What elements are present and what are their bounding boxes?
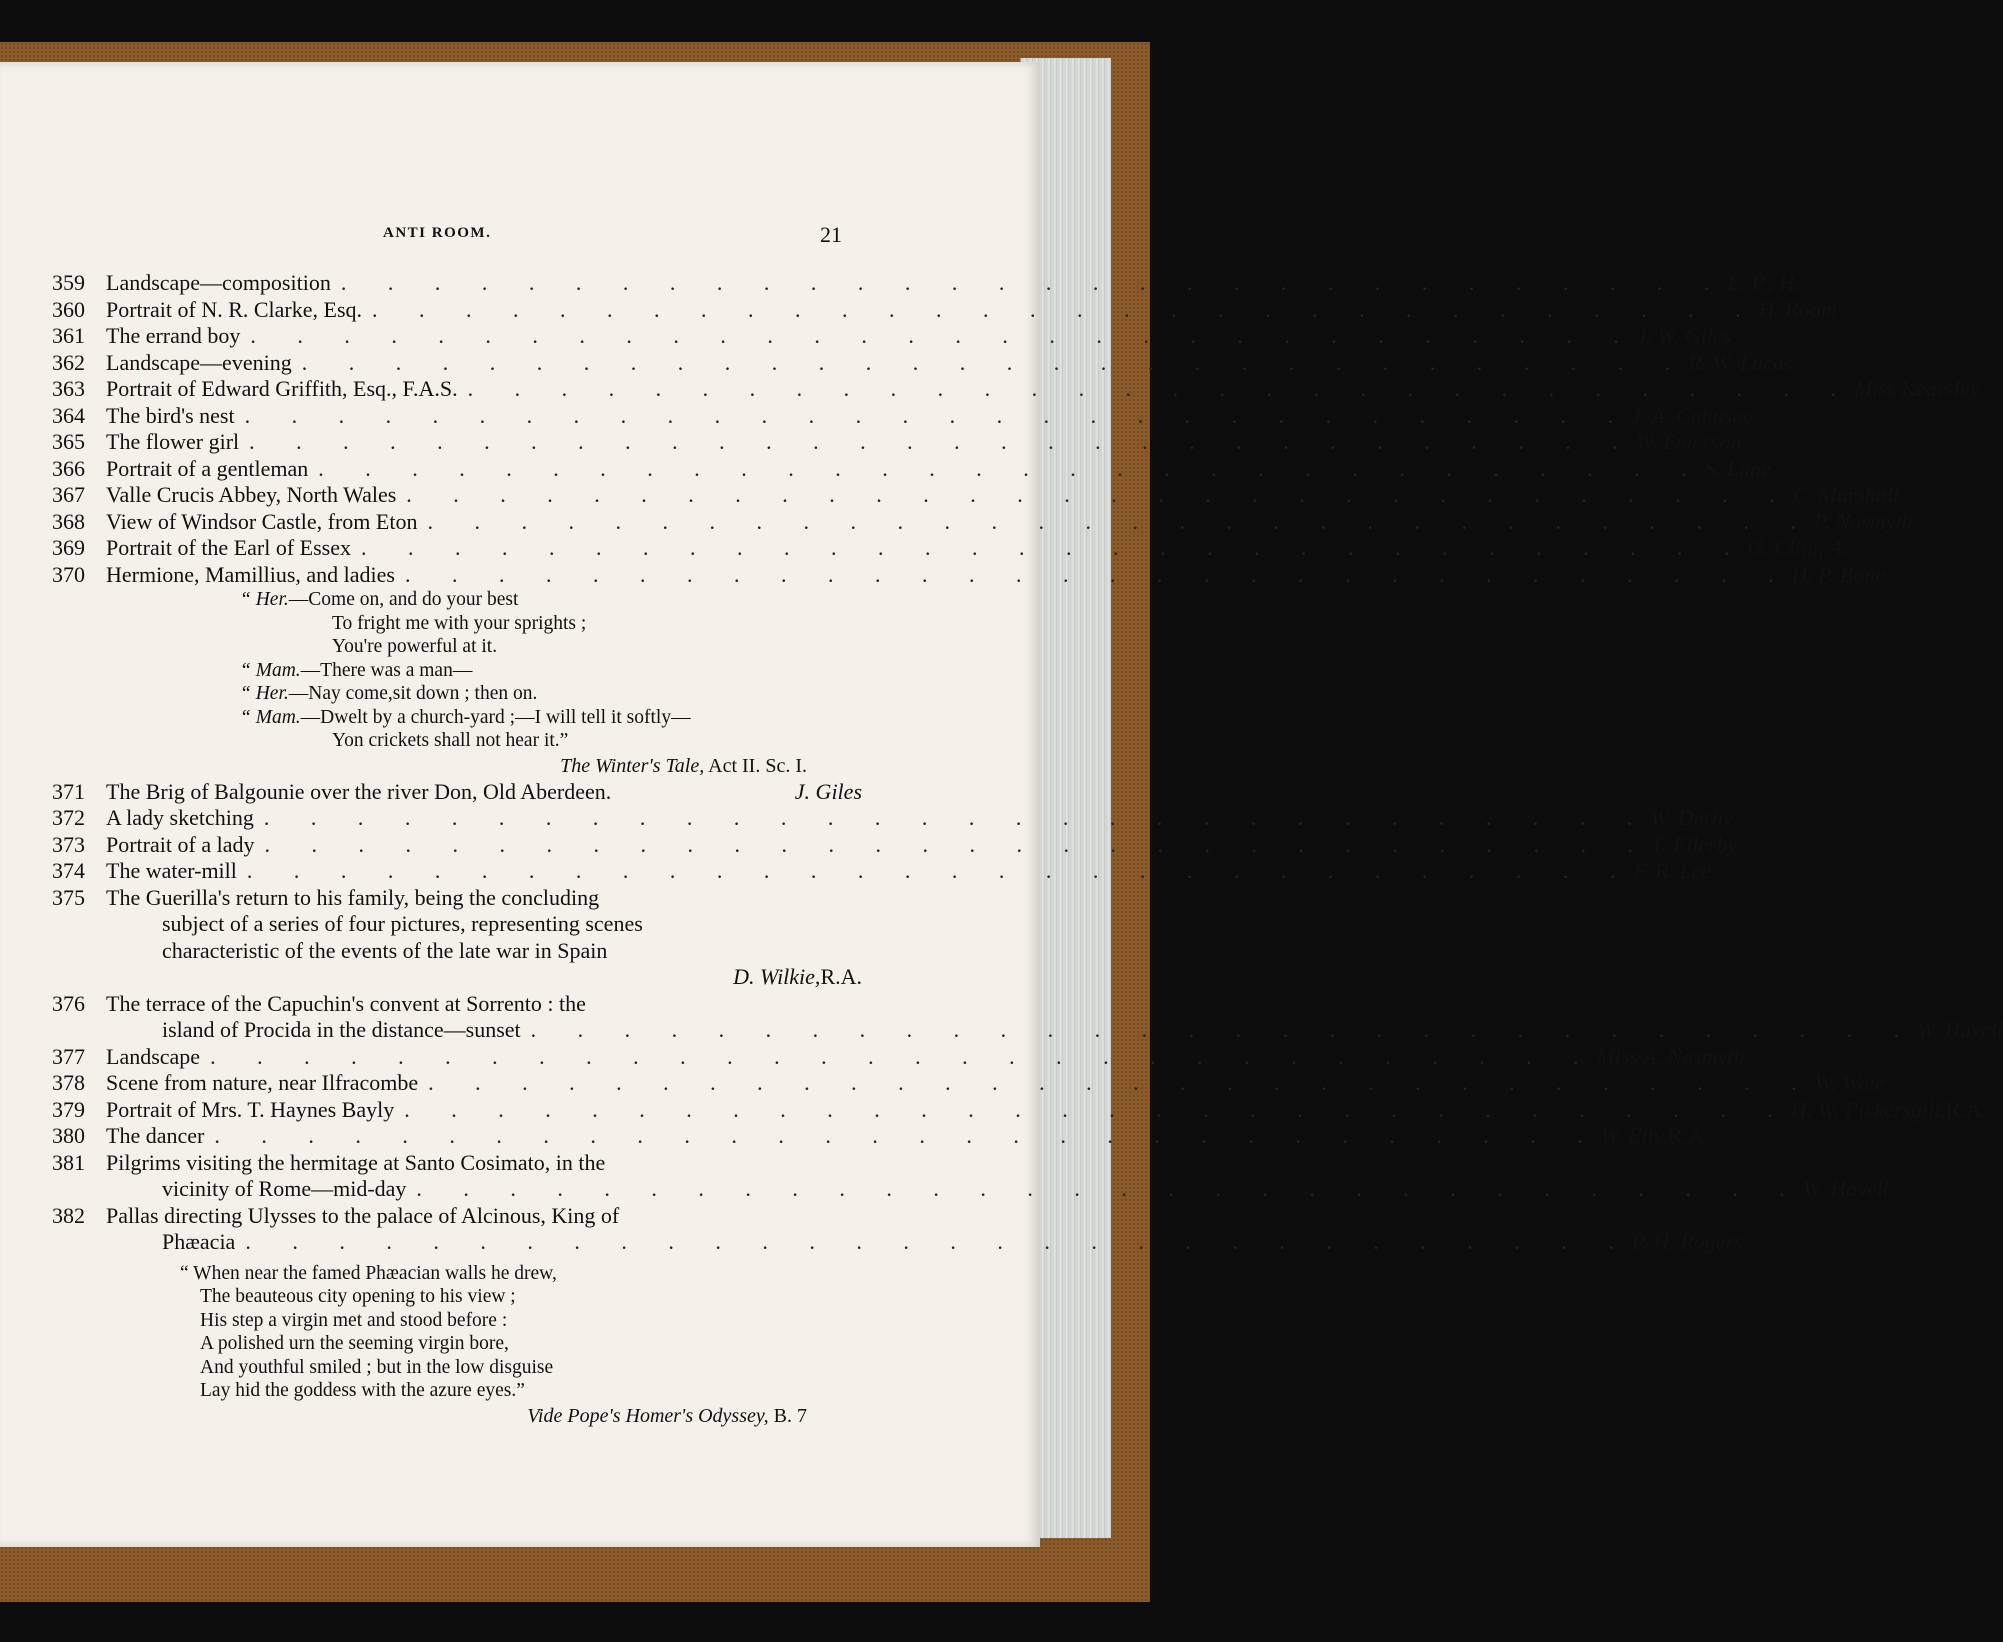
entry-number: 380 — [52, 1123, 85, 1148]
poem-line: A polished urn the seeming virgin bore, — [200, 1333, 509, 1354]
entry-artist: J. Giles — [794, 778, 862, 804]
entry-artist: W. Havell — [1917, 1017, 2003, 1042]
entry-title: Landscape—composition — [106, 270, 331, 295]
entry-artist: Miss Kearsley — [1854, 376, 1980, 401]
catalogue-entry — [52, 296, 1837, 324]
quote-line — [52, 682, 862, 706]
entry-artist: W. Wate — [1814, 1070, 1886, 1095]
entry-artist: F. R. Lee — [1633, 858, 1712, 883]
entry-number: 361 — [52, 323, 85, 348]
quote-line — [52, 659, 862, 683]
entry-continuation — [52, 911, 862, 938]
entry-title: Pallas directing Ulysses to the palace of Alcinous, King of — [106, 1202, 620, 1228]
entry-title: A lady sketching — [106, 805, 254, 830]
entry-title: The Guerilla's return to his family, being the concluding — [106, 884, 600, 910]
artist-suffix: R.A. — [1945, 1096, 1988, 1122]
entry-number: 367 — [52, 482, 85, 507]
poem-line: “ When near the famed Phæacian walls he drew, — [180, 1262, 557, 1284]
entry-title: Portrait of the Earl of Essex — [106, 535, 351, 560]
entry-artist: C. Marshall — [1792, 482, 1900, 507]
entry-number: 379 — [52, 1096, 85, 1122]
entry-title: Landscape — [106, 1043, 201, 1069]
entry-artist: D. Wilkie, — [733, 964, 821, 989]
catalogue-entry — [52, 561, 1886, 589]
quote-line: Yon crickets shall not hear it.” — [332, 730, 569, 751]
catalogue-entry — [52, 535, 1848, 562]
quote-line: You're powerful at it. — [332, 636, 498, 657]
entry-artist: G. Clint, A. — [1747, 535, 1848, 560]
entry-continuation — [52, 1017, 2003, 1044]
entry-number: 371 — [52, 778, 85, 804]
poem-line: His step a virgin met and stood before : — [200, 1309, 508, 1331]
catalogue-entry — [52, 482, 1900, 509]
book-page — [0, 62, 2003, 1547]
catalogue-entry — [52, 455, 1771, 483]
dot-leader: . . . . . . . . . . . . . . . . . . . . . . . . . . . . . . — [530, 1017, 1918, 1042]
artist-suffix: R.A. — [1667, 1123, 1710, 1148]
dot-leader: . . . . . . . . . . . . . . . . . . . . . . . . . . . . . . — [428, 1070, 1815, 1095]
entry-number: 372 — [52, 805, 85, 830]
dot-leader: . . . . . . . . . . . . . . . . . . . . . . . . . . . . . . — [249, 429, 1636, 454]
catalogue-entry — [52, 1096, 1988, 1124]
quotation-370 — [52, 588, 862, 779]
entry-artist: R. W. Lucas — [1688, 349, 1793, 375]
dot-leader: . . . . . . . . . . . . . . . . . . . . . . . . . . . . . . — [372, 296, 1759, 322]
dot-leader: . . . . . . . . . . . . . . . . . . . . . . . . . . . . . . — [318, 455, 1705, 481]
entry-title: The flower girl — [106, 429, 240, 454]
quote-citation — [52, 753, 862, 779]
quote-speaker: “ Her. — [240, 589, 289, 610]
dot-leader: . . . . . . . . . . . . . . . . . . . . . . . . . . . . . . — [404, 1096, 1791, 1122]
entry-number: 373 — [52, 831, 85, 857]
catalogue-entries — [52, 270, 2003, 1429]
artist-suffix: R.A. — [820, 964, 862, 989]
entry-title: Portrait of N. R. Clarke, Esq. — [106, 296, 363, 322]
entry-title: The terrace of the Capuchin's convent at Sorrento : the — [106, 990, 586, 1016]
entry-title: Portrait of Edward Griffith, Esq., F.A.S. — [106, 376, 458, 401]
entry-number: 359 — [52, 270, 85, 295]
catalogue-entry — [52, 1043, 1745, 1071]
dot-leader: . . . . . . . . . . . . . . . . . . . . . . . . . . . . . . — [250, 323, 1637, 348]
catalogue-entry — [52, 349, 1793, 377]
entry-continuation — [52, 1229, 1743, 1256]
entry-artist: J. A. Cahusac — [1631, 402, 1753, 428]
entry-number: 368 — [52, 508, 85, 534]
catalogue-entry — [52, 1123, 1710, 1150]
quote-speaker: “ Mam. — [240, 706, 301, 728]
poem-line: The beauteous city opening to his view ; — [200, 1286, 516, 1307]
entry-number: 370 — [52, 561, 85, 587]
entry-title: The bird's nest — [106, 402, 235, 428]
catalogue-entry — [52, 429, 1742, 456]
quote-line — [52, 706, 862, 730]
poem-citation — [52, 1403, 862, 1429]
citation-work: Vide Pope's Homer's Odyssey, — [527, 1404, 769, 1427]
quotation-382 — [52, 1262, 862, 1403]
entry-number: 376 — [52, 990, 85, 1016]
catalogue-entry — [52, 376, 1980, 403]
catalogue-entry — [52, 885, 862, 912]
entry-number: 381 — [52, 1149, 85, 1175]
entry-title: Portrait of a lady — [106, 831, 255, 857]
entry-continuation — [52, 1176, 1889, 1203]
entry-number: 362 — [52, 349, 85, 375]
entry-title: Hermione, Mamillius, and ladies — [106, 561, 395, 587]
catalogue-entry — [52, 831, 1738, 859]
quote-speaker: “ Mam. — [240, 659, 301, 681]
citation-act: Act II. Sc. I. — [704, 754, 807, 777]
section-title: ANTI ROOM. — [383, 225, 492, 241]
dot-leader: . . . . . . . . . . . . . . . . . . . . . . . . . . . . . . — [405, 561, 1792, 587]
entry-artist: S. Lane — [1704, 455, 1771, 481]
quote-line — [52, 588, 862, 612]
dot-leader: . . . . . . . . . . . . . . . . . . . . . . . . . . . . . . — [264, 831, 1651, 857]
entry-title: Valle Crucis Abbey, North Wales — [106, 482, 397, 507]
entry-artist: T. Ellerby — [1650, 831, 1738, 857]
dot-leader: . . . . . . . . . . . . . . . . . . . . . . . . . . . . . . — [244, 402, 1632, 428]
catalogue-entry — [52, 1070, 1886, 1097]
entry-number: 363 — [52, 376, 85, 401]
citation-work: The Winter's Tale, — [560, 754, 705, 777]
dot-leader: . . . . . . . . . . . . . . . . . . . . . . . . . . . . . . — [245, 1229, 1632, 1254]
catalogue-entry — [52, 805, 1733, 832]
dot-leader: . . . . . . . . . . . . . . . . . . . . . . . . . . . . . . — [416, 1176, 1803, 1201]
catalogue-entry — [52, 779, 862, 806]
catalogue-entry — [52, 1203, 862, 1230]
entry-title-cont: island of Procida in the distance—sunset — [162, 1017, 521, 1042]
entry-artist: W. Emerson — [1635, 429, 1742, 454]
dot-leader: . . . . . . . . . . . . . . . . . . . . . . . . . . . . . . — [214, 1123, 1601, 1148]
quote-text: —Nay come,sit down ; then on. — [288, 683, 538, 704]
dot-leader: . . . . . . . . . . . . . . . . . . . . . . . . . . . . . . — [427, 508, 1814, 534]
dot-leader: . . . . . . . . . . . . . . . . . . . . . . . . . . . . . . — [246, 858, 1634, 883]
entry-artist: E. P., H. — [1727, 270, 1801, 295]
citation-book: B. 7 — [768, 1404, 807, 1427]
entry-title: Portrait of a gentleman — [106, 455, 309, 481]
entry-artist: Miss A. Nasmyth — [1596, 1043, 1745, 1069]
catalogue-entry — [52, 508, 1913, 536]
entry-artist: P. H. Rogers — [1631, 1229, 1743, 1254]
entry-title: Scene from nature, near Ilfracombe — [106, 1070, 419, 1095]
quote-text: —Dwelt by a church-yard ;—I will tell it softly— — [300, 706, 691, 728]
entry-artist: P. Nasmyth — [1813, 508, 1913, 534]
quote-line: To fright me with your sprights ; — [332, 612, 587, 634]
dot-leader: . . . . . . . . . . . . . . . . . . . . . . . . . . . . . . — [263, 805, 1651, 830]
entry-title: The Brig of Balgounie over the river Don, Old Aberdeen. — [106, 778, 612, 804]
entry-number: 377 — [52, 1043, 85, 1069]
catalogue-entry — [52, 270, 1801, 297]
entry-number: 364 — [52, 402, 85, 428]
entry-title: The dancer — [106, 1123, 205, 1148]
entry-title-cont: vicinity of Rome—mid-day — [162, 1176, 407, 1201]
dot-leader: . . . . . . . . . . . . . . . . . . . . . . . . . . . . . . — [361, 535, 1748, 560]
entry-title-cont: Phæacia — [162, 1229, 236, 1254]
entry-artist-line — [52, 964, 862, 991]
dot-leader: . . . . . . . . . . . . . . . . . . . . . . . . . . . . . . — [406, 482, 1793, 507]
dot-leader: . . . . . . . . . . . . . . . . . . . . . . . . . . . . . . — [210, 1043, 1597, 1069]
page-number: 21 — [820, 222, 842, 247]
catalogue-entry — [52, 402, 1753, 430]
catalogue-entry — [52, 991, 862, 1018]
quote-speaker: “ Her. — [240, 683, 289, 704]
quote-text: —Come on, and do your best — [288, 589, 519, 610]
entry-artist: H. Room — [1758, 296, 1837, 322]
entry-title: Landscape—evening — [106, 349, 292, 375]
entry-number: 375 — [52, 884, 85, 910]
entry-number: 360 — [52, 296, 85, 322]
entry-number: 382 — [52, 1202, 85, 1228]
entry-title: View of Windsor Castle, from Eton — [106, 508, 418, 534]
entry-title: The water-mill — [106, 858, 237, 883]
entry-artist: H. P. Bone — [1791, 561, 1886, 587]
poem-line: Lay hid the goddess with the azure eyes.” — [200, 1380, 525, 1401]
entry-title-cont: subject of a series of four pictures, representing scenes — [162, 911, 643, 936]
running-head — [0, 222, 1040, 252]
entry-number: 374 — [52, 858, 85, 883]
poem-line: And youthful smiled ; but in the low disguise — [200, 1356, 554, 1378]
dot-leader: . . . . . . . . . . . . . . . . . . . . . . . . . . . . . . — [340, 270, 1728, 295]
entry-title: The errand boy — [106, 323, 241, 348]
entry-title: Portrait of Mrs. T. Haynes Bayly — [106, 1096, 395, 1122]
entry-number: 378 — [52, 1070, 85, 1095]
entry-title-cont: characteristic of the events of the late war in Spain — [162, 937, 608, 963]
entry-number: 365 — [52, 429, 85, 454]
entry-title: Pilgrims visiting the hermitage at Santo Cosimato, in the — [106, 1149, 606, 1175]
dot-leader: . . . . . . . . . . . . . . . . . . . . . . . . . . . . . . — [301, 349, 1689, 375]
entry-number: 366 — [52, 455, 85, 481]
entry-artist: H. W. Pickersgill, — [1790, 1096, 1946, 1122]
entry-number: 369 — [52, 535, 85, 560]
catalogue-entry — [52, 858, 1712, 885]
entry-artist: W. Derby — [1650, 805, 1733, 830]
entry-artist: J. W. Giles — [1636, 323, 1732, 348]
quote-text: —There was a man— — [300, 659, 473, 681]
catalogue-entry — [52, 1150, 862, 1177]
entry-continuation — [52, 938, 862, 965]
catalogue-entry — [52, 323, 1732, 350]
entry-artist: W. Etty, — [1600, 1123, 1668, 1148]
entry-artist: W. Havell — [1802, 1176, 1889, 1201]
dot-leader: . . . . . . . . . . . . . . . . . . . . . . . . . . . . . . — [467, 376, 1855, 401]
